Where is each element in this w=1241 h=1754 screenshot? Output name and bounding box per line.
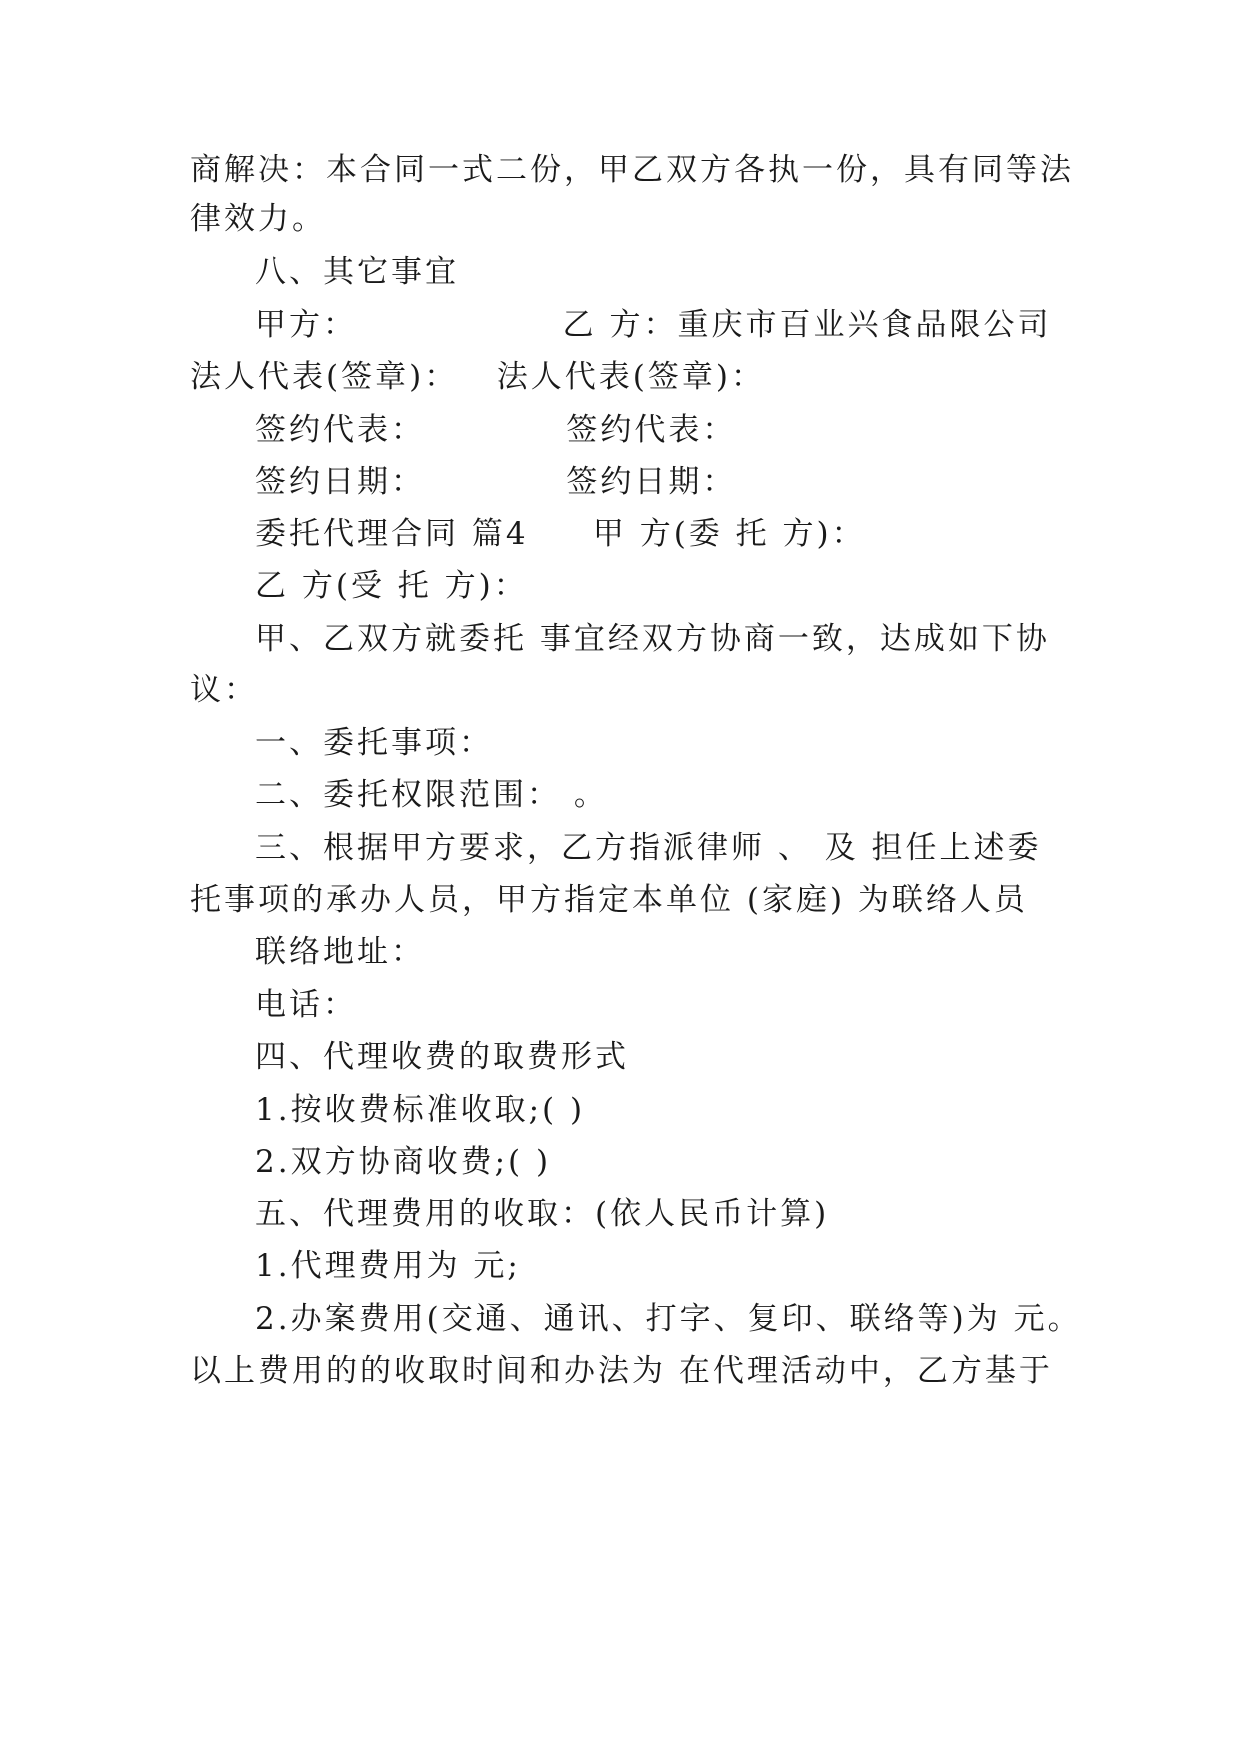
text-line: 以上费用的的收取时间和办法为 在代理活动中，乙方基于 — [190, 1353, 1053, 1389]
text-line: 2.办案费用(交通、通讯、打字、复印、联络等)为 元。 — [255, 1301, 1082, 1337]
text-line: 三、根据甲方要求，乙方指派律师 、 及 担任上述委 — [255, 830, 1042, 866]
text-line: 1.按收费标准收取;( ) — [255, 1092, 586, 1128]
text-line: 2.双方协商收费;( ) — [255, 1144, 552, 1180]
section-heading: 八、其它事宜 — [255, 254, 459, 290]
text-line: 托事项的承办人员，甲方指定本单位 (家庭) 为联络人员 — [190, 882, 1028, 918]
text-line: 联络地址： — [255, 934, 425, 970]
text-line: 签约日期： 签约日期： — [255, 464, 737, 500]
section-heading: 五、代理费用的收取：(依人民币计算) — [255, 1196, 830, 1232]
text-line: 1.代理费用为 元; — [255, 1248, 521, 1284]
section-heading: 二、委托权限范围： 。 — [255, 777, 608, 813]
text-line: 电话： — [255, 987, 357, 1023]
text-line: 商解决：本合同一式二份，甲乙双方各执一份，具有同等法 — [190, 152, 1074, 188]
section-heading: 四、代理收费的取费形式 — [255, 1039, 629, 1075]
text-line: 乙 方(受 托 方)： — [255, 568, 528, 604]
text-line: 法人代表(签章)： 法人代表(签章)： — [190, 359, 765, 395]
text-line: 甲方： 乙 方：重庆市百业兴食品限公司 — [255, 307, 1052, 343]
text-line: 甲、乙双方就委托 事宜经双方协商一致，达成如下协 — [255, 621, 1050, 657]
text-line: 律效力。 — [190, 201, 326, 237]
text-line: 委托代理合同 篇4 甲 方(委 托 方)： — [255, 516, 866, 552]
section-heading: 一、委托事项： — [255, 725, 493, 761]
text-line: 议： — [190, 672, 258, 708]
text-line: 签约代表： 签约代表： — [255, 412, 737, 448]
